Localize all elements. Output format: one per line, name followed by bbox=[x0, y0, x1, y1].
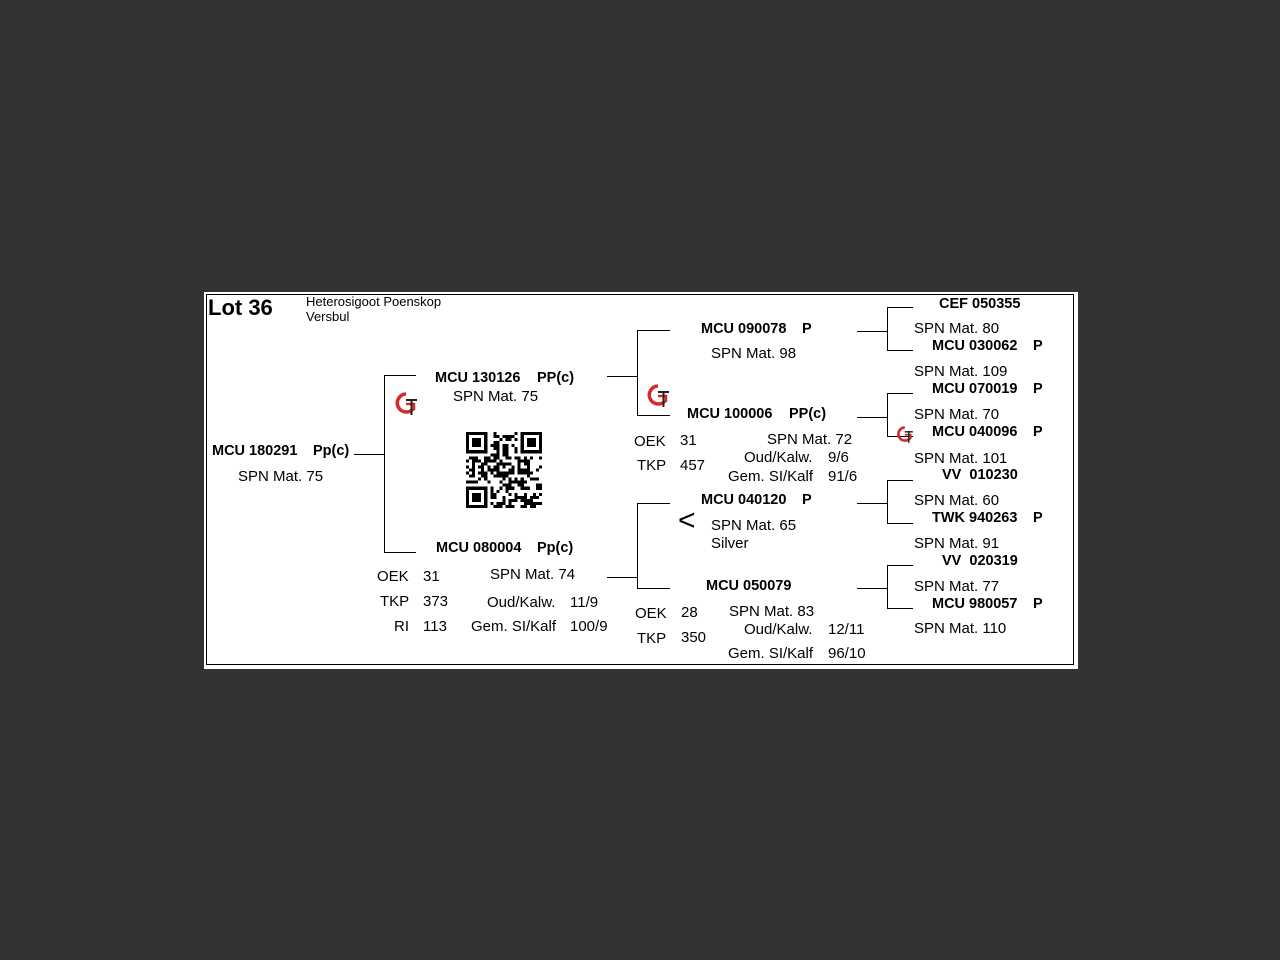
sd-oek-value: 31 bbox=[680, 432, 697, 449]
connector-line bbox=[637, 588, 670, 589]
gen3-3-spn: SPN Mat. 101 bbox=[914, 450, 1008, 467]
gen3-1-spn: SPN Mat. 109 bbox=[914, 363, 1008, 380]
connector-line bbox=[354, 454, 384, 455]
connector-line bbox=[607, 577, 637, 578]
lot-note-1: Heterosigoot Poenskop bbox=[306, 294, 442, 309]
lot-note-2: Versbul bbox=[306, 309, 350, 324]
sd-gem-value: 91/6 bbox=[828, 468, 858, 485]
ss-id: MCU 090078 bbox=[701, 321, 787, 337]
gt-logo-icon bbox=[896, 423, 915, 445]
ds-symbol: < bbox=[678, 504, 696, 537]
sd-oek-label: OEK bbox=[634, 433, 666, 450]
connector-line bbox=[887, 307, 888, 351]
lot-title: Lot 36 bbox=[208, 295, 273, 320]
dd-tkp-label: TKP bbox=[637, 630, 667, 647]
connector-line bbox=[637, 415, 670, 416]
connector-line bbox=[887, 480, 913, 481]
gen3-2-spn: SPN Mat. 70 bbox=[914, 406, 1000, 423]
connector-line bbox=[887, 393, 913, 394]
dd-tkp-value: 350 bbox=[681, 629, 707, 646]
sd-oud-label: Oud/Kalw. bbox=[744, 449, 813, 466]
dam-tkp-value: 373 bbox=[423, 593, 449, 610]
gen3-5-status: P bbox=[1033, 510, 1043, 526]
dam-gem-label: Gem. SI/Kalf bbox=[471, 618, 557, 635]
gen3-6-spn: SPN Mat. 77 bbox=[914, 578, 1000, 595]
dd-gem-value: 96/10 bbox=[828, 645, 866, 662]
connector-line bbox=[887, 523, 913, 524]
gen3-2-id: MCU 070019 bbox=[932, 381, 1018, 397]
sd-oud-value: 9/6 bbox=[828, 449, 849, 466]
connector-line bbox=[637, 330, 670, 331]
connector-line bbox=[384, 552, 416, 553]
gt-logo-icon bbox=[394, 388, 420, 418]
gen3-1-id: MCU 030062 bbox=[932, 338, 1018, 354]
sd-gem-label: Gem. SI/Kalf bbox=[728, 468, 814, 485]
animal-id: MCU 180291 bbox=[212, 443, 298, 459]
connector-line bbox=[857, 503, 887, 504]
connector-line bbox=[887, 307, 913, 308]
gen3-4-id: VV 010230 bbox=[942, 467, 1018, 483]
ss-spn: SPN Mat. 98 bbox=[711, 345, 797, 362]
sire-status: PP(c) bbox=[537, 370, 575, 386]
dd-oud-label: Oud/Kalw. bbox=[744, 621, 813, 638]
connector-line bbox=[887, 565, 913, 566]
connector-line bbox=[384, 375, 416, 376]
dd-oek-value: 28 bbox=[681, 604, 698, 621]
sire-id: MCU 130126 bbox=[435, 370, 521, 386]
gt-logo-icon bbox=[646, 380, 672, 410]
dam-ri-value: 113 bbox=[423, 618, 447, 635]
connector-line bbox=[857, 588, 887, 589]
gen3-1-status: P bbox=[1033, 338, 1043, 354]
connector-line bbox=[637, 503, 670, 504]
animal-status: Pp(c) bbox=[313, 443, 350, 459]
ds-spn: SPN Mat. 65 bbox=[711, 517, 797, 534]
gen3-0-spn: SPN Mat. 80 bbox=[914, 320, 1000, 337]
dd-oek-label: OEK bbox=[635, 605, 667, 622]
gen3-6-id: VV 020319 bbox=[942, 553, 1018, 569]
dam-oek-label: OEK bbox=[377, 568, 409, 585]
dd-gem-label: Gem. SI/Kalf bbox=[728, 645, 814, 662]
dam-gem-value: 100/9 bbox=[570, 618, 608, 635]
dam-status: Pp(c) bbox=[537, 540, 574, 556]
connector-line bbox=[887, 350, 913, 351]
gen3-0-id: CEF 050355 bbox=[939, 296, 1021, 312]
dam-id: MCU 080004 bbox=[436, 540, 522, 556]
gen3-7-status: P bbox=[1033, 596, 1043, 612]
gen3-3-id: MCU 040096 bbox=[932, 424, 1018, 440]
animal-spn: SPN Mat. 75 bbox=[238, 468, 324, 485]
dam-oud-label: Oud/Kalw. bbox=[487, 594, 556, 611]
connector-line bbox=[384, 375, 385, 553]
dd-oud-value: 12/11 bbox=[828, 621, 865, 638]
ds-extra: Silver bbox=[711, 535, 749, 552]
dam-spn: SPN Mat. 74 bbox=[490, 566, 576, 583]
connector-line bbox=[887, 393, 888, 437]
connector-line bbox=[887, 480, 888, 524]
sd-tkp-value: 457 bbox=[680, 457, 706, 474]
pedigree-card bbox=[204, 292, 1078, 669]
connector-line bbox=[857, 417, 887, 418]
dam-oud-value: 11/9 bbox=[570, 594, 599, 611]
dam-oek-value: 31 bbox=[423, 568, 440, 585]
dam-ri-label: RI bbox=[394, 618, 409, 635]
gen3-5-spn: SPN Mat. 91 bbox=[914, 535, 1000, 552]
dam-tkp-label: TKP bbox=[380, 593, 410, 610]
gen3-2-status: P bbox=[1033, 381, 1043, 397]
gen3-3-status: P bbox=[1033, 424, 1043, 440]
dd-spn: SPN Mat. 83 bbox=[729, 603, 815, 620]
qr-code-icon bbox=[466, 432, 542, 508]
gen3-7-spn: SPN Mat. 110 bbox=[914, 620, 1007, 637]
gen3-7-id: MCU 980057 bbox=[932, 596, 1018, 612]
dd-id: MCU 050079 bbox=[706, 578, 792, 594]
connector-line bbox=[887, 608, 913, 609]
gen3-5-id: TWK 940263 bbox=[932, 510, 1018, 526]
sd-tkp-label: TKP bbox=[637, 457, 667, 474]
ss-status: P bbox=[802, 321, 812, 337]
connector-line bbox=[857, 331, 887, 332]
sd-status: PP(c) bbox=[789, 406, 827, 422]
sd-id: MCU 100006 bbox=[687, 406, 773, 422]
ds-id: MCU 040120 bbox=[701, 492, 787, 508]
connector-line bbox=[887, 565, 888, 609]
gen3-4-spn: SPN Mat. 60 bbox=[914, 492, 1000, 509]
sire-spn: SPN Mat. 75 bbox=[453, 388, 539, 405]
sd-spn: SPN Mat. 72 bbox=[767, 431, 853, 448]
connector-line bbox=[637, 330, 638, 416]
connector-line bbox=[637, 503, 638, 589]
ds-status: P bbox=[802, 492, 812, 508]
connector-line bbox=[607, 376, 637, 377]
